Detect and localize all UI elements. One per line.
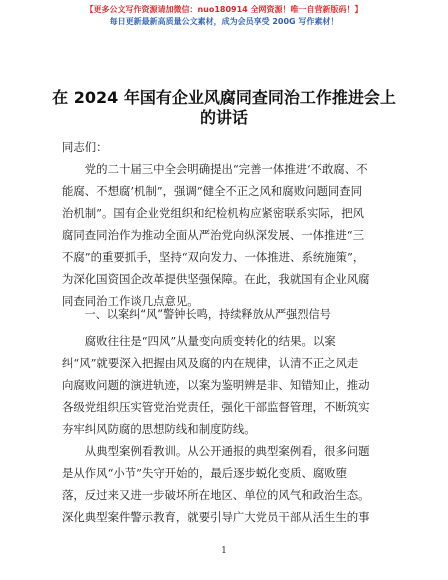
paragraph-line: 党的二十届三中全会明确提出“完善一体推进‘不敢腐、不: [62, 162, 368, 176]
paragraph-line: 能腐、不想腐’机制”，强调“健全不正之风和腐败问题同查同: [62, 184, 363, 198]
paragraph-line: 纠“风”就要深入把握由风及腐的内在规律，认清不正之风走: [62, 356, 359, 370]
paragraph-line: 同查同治工作谈几点意见。: [62, 294, 199, 308]
paragraph-line: 从典型案例看教训。从公开通报的典型案例看，很多问题: [62, 444, 370, 458]
salutation: [62, 136, 388, 158]
paragraph-line: 各级党组织压实管党治党责任，强化干部监督管理，不断筑实: [62, 400, 370, 414]
document-title-line-2: 的讲话: [199, 108, 248, 127]
paragraph-line: 夯牢纠风防腐的思想防线和制度防线。: [62, 422, 256, 436]
section-heading-text: 一、以案纠“风”警钟长鸣，持续释放从严强烈信号: [62, 308, 331, 321]
paragraph-line: 为深化国资国企改革提供坚强保障。在此，我就国有企业风腐: [62, 272, 370, 286]
paragraph-line: 腐同查同治作为推动全面从严治党向纵深发展、一体推进“三: [62, 228, 364, 242]
paragraph-line: 是从作风“小节”失守开始的，最后逐步蜕化变质、腐败堕: [62, 466, 348, 480]
paragraph-line: 深化典型案件警示教育，就要引导广大党员干部从活生生的事: [62, 510, 370, 524]
paragraph-cases: [62, 440, 388, 528]
paragraph-section-1: [62, 330, 388, 440]
document-title-line-1: 在 2024 年国有企业风腐同查同治工作推进会上: [52, 88, 396, 107]
paragraph-line: 落，反过来又进一步破坏所在地区、单位的风气和政治生态。: [62, 488, 370, 502]
section-heading-1: [62, 304, 388, 326]
salutation-text: 同志们：: [62, 140, 108, 154]
promo-banner-line-1: 【更多公文写作资源请加微信：nuo180914 全网资源！唯一自营新版码！】: [85, 5, 363, 14]
page-number: 1: [221, 546, 227, 556]
paragraph-line: 不腐”的重要抓手，坚持“双向发力、一体推进、系统施策”，: [62, 250, 365, 264]
paragraph-line: 向腐败问题的演进轨迹，以案为鉴明辨是非、知错知止，推动: [62, 378, 370, 392]
paragraph-intro: [62, 158, 388, 312]
promo-banner-line-2: 每日更新最新高质量公文素材，成为会员享受 200G 写作素材！: [109, 17, 339, 26]
paragraph-line: 治机制”。国有企业党组织和纪检机构应紧密联系实际，把风: [62, 206, 364, 220]
paragraph-line: 腐败往往是“四风”从量变向质变转化的结果。以案: [62, 334, 336, 348]
